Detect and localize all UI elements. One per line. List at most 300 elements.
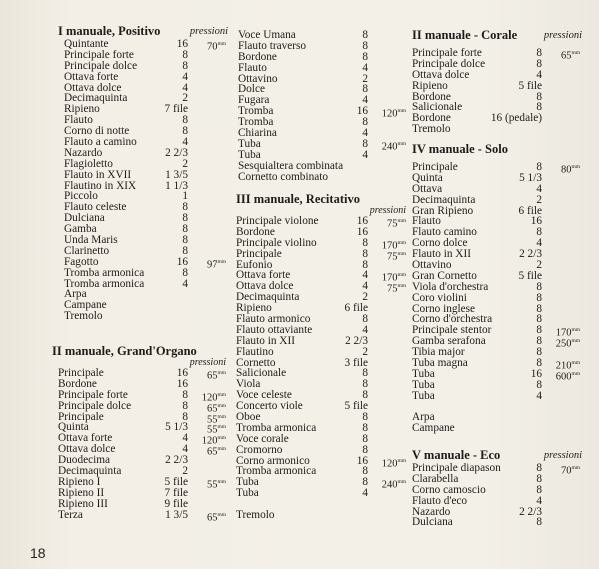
pressure-value: 250 — [555, 338, 572, 350]
stop-row — [412, 380, 584, 391]
stop-name: Ottava dolce — [58, 443, 116, 456]
pressure-unit: mm — [397, 250, 406, 257]
section-title: IV manuale - Solo — [412, 142, 508, 156]
stop-footage: 16 — [530, 367, 542, 380]
stop-name: Principale dolce — [64, 59, 138, 72]
stop-name: Ottava — [412, 182, 443, 195]
stop-row — [236, 247, 410, 263]
stop-name: Ripieno — [236, 302, 272, 315]
pressure-unit: mm — [217, 391, 226, 398]
stop-footage: 8 — [536, 47, 542, 59]
stop-footage: 16 — [356, 105, 368, 118]
stop-name: Ottava forte — [58, 432, 113, 445]
stop-footage: 2 — [182, 92, 188, 105]
stop-row — [58, 268, 230, 279]
stop-name: Tuba — [236, 476, 259, 489]
pressure-unit: mm — [397, 218, 406, 224]
stop-name: Voce corale — [236, 432, 289, 445]
stop-name: Ottava forte — [64, 70, 119, 83]
stop-name: Flauto — [412, 215, 441, 228]
stop-row — [412, 293, 584, 304]
stop-footage: 4 — [182, 277, 188, 290]
pressure-value: 600 — [555, 371, 572, 383]
stop-name: Flauto ottaviante — [236, 323, 313, 336]
stop-name: Arpa — [64, 288, 87, 301]
pressure-unit: mm — [217, 511, 226, 518]
stop-footage: 4 — [536, 237, 542, 250]
stop-name: Voce celeste — [236, 389, 292, 402]
stop-footage: 8 — [536, 483, 542, 496]
stop-name: Dolce — [238, 83, 265, 96]
stop-name: Flauto traverso — [238, 39, 307, 52]
stop-name: Gran Cornetto — [412, 269, 477, 282]
stop-name: Flauto in XII — [236, 334, 295, 347]
stop-footage: 2 — [536, 193, 542, 206]
stop-row — [236, 466, 410, 477]
stop-name: Flauto in XII — [412, 248, 471, 261]
section-heading — [236, 192, 410, 206]
pressure-value: 65 — [206, 512, 218, 524]
stop-row — [58, 311, 230, 322]
stop-footage: 8 — [536, 378, 542, 391]
stop-name: Principale forte — [412, 47, 482, 59]
stop-name: Tromba armonica — [64, 277, 145, 290]
stop-row — [412, 423, 584, 434]
section-solo — [412, 142, 584, 434]
stop-footage: 6 file — [344, 302, 368, 315]
stop-row — [58, 170, 230, 181]
stop-row — [236, 401, 410, 412]
stop-footage: 8 — [362, 50, 368, 63]
pressure-unit: mm — [217, 446, 226, 453]
stop-footage: 8 — [536, 101, 542, 114]
stop-name: Corno di notte — [64, 125, 130, 138]
pressure-value: 75 — [386, 251, 398, 263]
stop-footage: 2 2/3 — [519, 505, 542, 518]
stop-footage: 8 — [362, 367, 368, 380]
stop-name: Decimaquinta — [64, 92, 128, 105]
stop-row — [58, 72, 230, 83]
pressure-label: pressioni — [543, 450, 582, 461]
stop-name: Principale dolce — [58, 399, 132, 412]
stop-footage: 16 — [176, 367, 188, 379]
stop-name: Bordone — [238, 50, 277, 63]
stop-row — [412, 517, 584, 528]
stop-row — [412, 496, 584, 507]
stop-footage: 2 — [536, 259, 542, 272]
stop-footage: 1 — [182, 190, 188, 203]
stop-footage: 8 — [536, 313, 542, 326]
stop-footage: 8 — [536, 161, 542, 173]
stop-name: Fagotto — [64, 255, 99, 268]
stop-name: Gran Ripieno — [412, 204, 474, 217]
stop-footage: 4 — [362, 487, 368, 500]
stop-name: Tuba — [238, 137, 261, 150]
stop-name: Ottava dolce — [64, 81, 122, 94]
pressure-value: 240 — [381, 479, 398, 491]
stop-name: Flauto camino — [412, 226, 477, 239]
stop-footage: 4 — [536, 494, 542, 507]
stop-footage: 8 — [362, 443, 368, 456]
stop-footage: 8 — [536, 226, 542, 239]
stop-list — [412, 162, 584, 434]
pressure-value: 120 — [201, 435, 218, 447]
pressure-label: pressioni — [543, 30, 582, 41]
section-heading — [58, 24, 230, 39]
stop-name: Cromorno — [236, 443, 283, 456]
stop-name: Dulciana — [412, 516, 453, 529]
stop-footage: 4 — [182, 432, 188, 445]
pressure-unit: mm — [217, 402, 226, 409]
stop-name: Eufonio — [236, 258, 273, 271]
pressure-unit: mm — [571, 50, 580, 56]
stop-name: Bordone — [412, 90, 451, 103]
stop-footage: 8 — [182, 399, 188, 412]
stop-name: Flauto in XVII — [64, 168, 132, 181]
stop-footage: 4 — [182, 81, 188, 94]
stop-footage: 16 (pedale) — [490, 112, 542, 125]
section-grand-organo-continued — [238, 30, 410, 182]
stop-footage: 16 — [356, 215, 368, 227]
stop-footage: 8 — [182, 59, 188, 72]
pressure-unit: mm — [571, 164, 580, 170]
pressure-value: 70 — [560, 465, 572, 477]
pressure-value: 55 — [206, 414, 218, 426]
stop-footage: 8 — [182, 234, 188, 247]
stop-name: Tromba armonica — [64, 266, 145, 279]
stop-footage: 4 — [362, 94, 368, 107]
stop-name: Nazardo — [412, 505, 451, 518]
stop-footage: 8 — [362, 411, 368, 424]
stop-name: Voce Umana — [238, 29, 296, 41]
stop-name: Clarabella — [412, 472, 459, 485]
stop-footage: 2 — [362, 72, 368, 85]
stop-name: Tuba — [412, 367, 435, 380]
pressure-unit: mm — [571, 327, 580, 334]
stop-name: Campane — [64, 299, 107, 312]
stop-list — [412, 48, 584, 135]
stop-footage: 8 — [536, 324, 542, 337]
stop-footage: 8 — [362, 421, 368, 434]
stop-name: Unda Maris — [64, 234, 118, 247]
stop-name: Quintante — [64, 38, 109, 50]
stop-footage: 8 — [536, 335, 542, 348]
stop-name: Ripieno — [64, 103, 100, 116]
pressure-unit: mm — [397, 108, 406, 115]
page-number: 18 — [30, 545, 46, 561]
stop-name: Principale dolce — [412, 57, 486, 70]
stop-name: Arpa — [412, 411, 435, 424]
stop-footage: 1 1/3 — [165, 179, 188, 192]
stop-footage: 8 — [362, 313, 368, 326]
stop-footage: 8 — [362, 236, 368, 249]
stop-footage: 5 file — [518, 79, 542, 92]
stop-name: Bordone — [412, 112, 451, 125]
stop-name: Chiarina — [238, 127, 277, 140]
stop-row — [236, 445, 410, 456]
stop-footage: 1 3/5 — [165, 168, 188, 181]
stop-name: Principale violone — [236, 215, 319, 227]
stop-name: Tuba — [236, 487, 259, 500]
stop-footage: 8 — [182, 125, 188, 138]
pressure-value: 75 — [386, 283, 398, 295]
stop-footage: 8 — [536, 90, 542, 103]
pressure-unit: mm — [217, 41, 226, 47]
stop-name: Principale — [412, 161, 458, 173]
pressure-value: 170 — [381, 240, 398, 252]
stop-footage: 8 — [362, 378, 368, 391]
stop-footage: 5 file — [164, 475, 188, 488]
stop-footage: 7 file — [164, 486, 188, 499]
stop-footage: 4 — [536, 389, 542, 402]
stop-footage: 8 — [182, 266, 188, 279]
stop-footage: 5 file — [344, 400, 368, 413]
stop-footage: 8 — [536, 302, 542, 315]
stop-name: Flauto armonico — [236, 313, 311, 326]
pressure-unit: mm — [397, 457, 406, 464]
stop-footage: 8 — [536, 57, 542, 70]
pressure-value: 210 — [555, 360, 572, 372]
stop-name: Ottava dolce — [412, 68, 470, 81]
stop-footage: 8 — [182, 388, 188, 401]
stop-name: Flauto a camino — [64, 136, 137, 149]
stop-row — [236, 488, 410, 499]
pressure-unit: mm — [397, 140, 406, 147]
stop-footage: 8 — [362, 465, 368, 478]
section-heading — [412, 142, 584, 157]
stop-name: Flauto d'eco — [412, 494, 468, 507]
stop-footage: 8 — [362, 476, 368, 489]
stop-name: Oboe — [236, 411, 261, 424]
stop-footage: 2 — [182, 157, 188, 170]
section-title: II manuale, Grand'Organo — [52, 344, 197, 358]
stop-footage: 8 — [362, 29, 368, 41]
pressure-unit: mm — [397, 283, 406, 290]
stop-footage: 2 2/3 — [519, 248, 542, 261]
stop-footage: 8 — [536, 346, 542, 359]
stop-footage: 8 — [536, 357, 542, 370]
stop-footage: 2 2/3 — [165, 146, 188, 159]
stop-name: Ottava dolce — [236, 280, 294, 293]
stop-name: Principale stentor — [412, 324, 492, 337]
stop-footage: 8 — [182, 223, 188, 236]
stop-name: Fugara — [238, 94, 270, 107]
stop-footage: 4 — [362, 148, 368, 161]
stop-name: Terza — [58, 508, 83, 521]
stop-name: Principale diapason — [412, 462, 501, 474]
stop-name: Gamba serafona — [412, 335, 486, 348]
section-title: V manuale - Eco — [412, 448, 501, 462]
stop-footage: 7 file — [164, 103, 188, 116]
pressure-value: 120 — [201, 392, 218, 404]
pressure-value: 240 — [381, 141, 398, 153]
stop-footage: 9 file — [164, 497, 188, 510]
stop-footage: 2 — [182, 465, 188, 478]
stop-list — [58, 39, 230, 322]
stop-footage: 16 — [176, 377, 188, 390]
stop-footage: 4 — [362, 127, 368, 140]
stop-footage: 5 1/3 — [165, 421, 188, 434]
stop-list — [412, 463, 584, 528]
stop-name: Bordone — [236, 225, 275, 238]
pressure-value: 120 — [381, 458, 398, 470]
stop-row — [412, 81, 584, 92]
stop-name: Tuba — [412, 389, 435, 402]
stop-row — [412, 124, 584, 135]
stop-footage: 8 — [362, 83, 368, 96]
stop-name: Flauto celeste — [64, 201, 127, 214]
stop-footage: 8 — [536, 516, 542, 529]
stop-footage: 4 — [362, 280, 368, 293]
stop-name: Flautino in XIX — [64, 179, 137, 192]
pressure-value: 170 — [555, 327, 572, 339]
pressure-unit: mm — [217, 424, 226, 431]
stop-row — [52, 399, 230, 415]
section-recitativo — [236, 192, 410, 521]
stop-footage: 8 — [536, 291, 542, 304]
stop-row — [52, 499, 230, 510]
stop-name: Clarinetto — [64, 244, 110, 257]
stop-footage: 8 — [536, 472, 542, 485]
stop-name: Gamba — [64, 223, 97, 236]
stop-name: Quinta — [58, 421, 89, 434]
stop-name: Flagioletto — [64, 157, 113, 170]
pressure-label: pressioni — [189, 26, 228, 37]
pressure-value: 65 — [560, 50, 572, 62]
stop-row — [236, 510, 410, 521]
stop-name: Nazardo — [64, 146, 103, 159]
stop-name: Principale forte — [64, 48, 134, 61]
pressure-unit: mm — [397, 239, 406, 246]
stop-footage: 8 — [182, 410, 188, 423]
stop-name: Ripieno — [412, 79, 448, 92]
stop-list — [238, 30, 410, 182]
stop-name: Quinta — [412, 171, 443, 184]
stop-footage: 4 — [362, 269, 368, 282]
section-corale — [412, 28, 584, 135]
stop-footage: 2 2/3 — [345, 334, 368, 347]
pressure-unit: mm — [571, 465, 580, 471]
stop-footage: 8 — [362, 137, 368, 150]
pressure-label: pressioni — [369, 205, 406, 216]
stop-row — [412, 195, 584, 206]
stop-footage: 16 — [176, 255, 188, 268]
stop-footage: 16 — [356, 454, 368, 467]
stop-name: Principale violino — [236, 236, 317, 249]
stop-footage: 2 2/3 — [165, 454, 188, 467]
stop-name: Cornetto combinato — [238, 170, 329, 183]
pressure-unit: mm — [571, 338, 580, 345]
stop-name: Flauto — [64, 114, 93, 127]
pressure-unit: mm — [397, 479, 406, 486]
pressure-value: 80 — [560, 164, 572, 176]
stop-name: Tromba — [238, 116, 274, 129]
stop-name: Corno dolce — [412, 237, 468, 250]
stop-footage: 8 — [182, 114, 188, 127]
stop-name: Flauto — [238, 61, 267, 74]
stop-name: Decimaquinta — [236, 291, 300, 304]
stop-footage: 8 — [182, 244, 188, 257]
stop-name: Salicionale — [412, 101, 463, 114]
stop-row — [236, 368, 410, 379]
stop-name: Tuba magna — [412, 357, 468, 370]
stop-list — [52, 367, 230, 524]
pressure-value: 120 — [381, 108, 398, 120]
stop-name: Principale — [58, 367, 104, 379]
stop-footage: 2 — [362, 345, 368, 358]
section-grand-organo — [52, 344, 230, 524]
stop-row — [236, 476, 410, 491]
pressure-unit: mm — [397, 272, 406, 279]
section-heading — [52, 344, 230, 358]
stop-name: Corno d'orchestra — [412, 313, 493, 326]
stop-name: Ottavino — [238, 72, 278, 85]
stop-footage: 3 file — [344, 356, 368, 369]
stop-name: Bordone — [58, 377, 97, 390]
stop-name: Tuba — [238, 148, 261, 161]
pressure-value: 65 — [206, 370, 218, 382]
stop-name: Ottava forte — [236, 269, 291, 282]
stop-row — [412, 357, 584, 372]
stop-row — [238, 63, 410, 74]
stop-footage: 16 — [530, 215, 542, 228]
stop-name: Tromba armonica — [236, 465, 317, 478]
stop-footage: 16 — [176, 38, 188, 50]
stop-name: Tremolo — [412, 123, 451, 136]
stop-footage: 4 — [362, 323, 368, 336]
stop-footage: 8 — [182, 48, 188, 61]
pressure-value: 65 — [206, 446, 218, 458]
stop-footage: 4 — [182, 443, 188, 456]
pressure-unit: mm — [217, 413, 226, 420]
pressure-value: 97 — [206, 259, 218, 271]
stop-row — [238, 172, 410, 183]
stop-name: Tremolo — [64, 310, 103, 323]
stop-name: Decimaquinta — [412, 193, 476, 206]
stop-name: Viola d'orchestra — [412, 280, 489, 293]
stop-footage: 8 — [362, 39, 368, 52]
stop-name: Viola — [236, 378, 261, 391]
section-heading — [412, 448, 584, 463]
stop-row — [238, 161, 410, 172]
pressure-unit: mm — [217, 478, 226, 485]
pressure-unit: mm — [217, 435, 226, 442]
pressure-unit: mm — [217, 258, 226, 265]
section-heading — [412, 28, 584, 43]
stop-name: Decimaquinta — [58, 465, 122, 478]
pressure-unit: mm — [217, 370, 226, 376]
section-eco — [412, 448, 584, 528]
stop-footage: 5 1/3 — [519, 171, 542, 184]
stop-footage: 8 — [182, 212, 188, 225]
stop-footage: 4 — [536, 182, 542, 195]
stop-name: Corno camoscio — [412, 483, 486, 496]
stop-row — [238, 128, 410, 139]
stop-footage: 2 — [362, 291, 368, 304]
stop-name: Ripieno III — [58, 497, 108, 510]
stop-name: Cornetto — [236, 356, 276, 369]
stop-name: Tremolo — [236, 509, 275, 522]
stop-footage: 8 — [362, 432, 368, 445]
stop-footage: 5 file — [518, 269, 542, 282]
stop-name: Ottavino — [412, 259, 452, 272]
section-positivo — [58, 24, 230, 322]
section-title: I manuale, Positivo — [58, 24, 161, 38]
stop-footage: 4 — [362, 61, 368, 74]
stop-row — [238, 137, 410, 153]
stop-row — [412, 391, 584, 402]
stop-row — [52, 508, 230, 524]
